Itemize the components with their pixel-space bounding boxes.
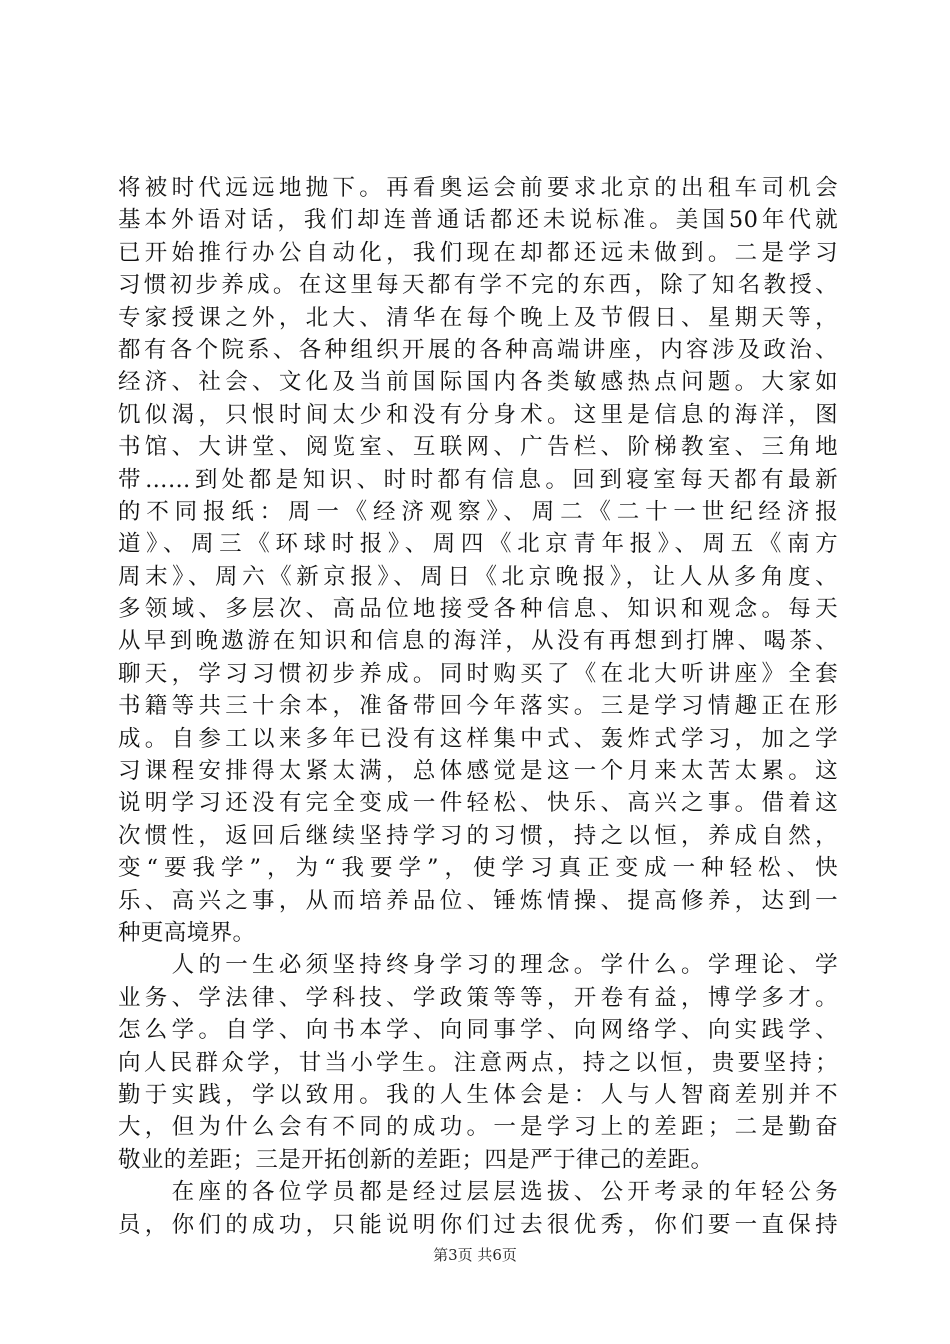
text-line: 说明学习还没有完全变成一件轻松、快乐、高兴之事。借着这	[118, 790, 838, 817]
text-line: 专家授课之外，北大、清华在每个晚上及节假日、星期天等，	[118, 304, 838, 331]
text-line: 将被时代远远地抛下。再看奥运会前要求北京的出租车司机会	[118, 175, 838, 201]
text-line: 道》、周三《环球时报》、周四《北京青年报》、周五《南方	[118, 531, 838, 558]
text-line: 习惯初步养成。在这里每天都有学不完的东西，除了知名教授、	[118, 272, 838, 299]
text-line: 带……到处都是知识、时时都有信息。回到寝室每天都有最新	[118, 466, 838, 493]
text-line: 向人民群众学，甘当小学生。注意两点，持之以恒，贵要坚持；	[118, 1049, 838, 1076]
text-line: 变“要我学”，为“我要学”，使学习真正变成一种轻松、快	[118, 855, 838, 882]
text-line: 业务、学法律、学科技、学政策等等，开卷有益，博学多才。	[118, 984, 838, 1011]
body-text	[118, 172, 838, 1241]
text-line: 种更高境界。	[118, 919, 256, 946]
text-line: 在座的各位学员都是经过层层选拔、公开考录的年轻公务	[118, 1179, 838, 1206]
text-line: 勤于实践，学以致用。我的人生体会是：人与人智商差别并不	[118, 1081, 838, 1108]
text-line: 敬业的差距；三是开拓创新的差距；四是严于律己的差距。	[118, 1146, 714, 1173]
text-line: 书籍等共三十余本，准备带回今年落实。三是学习情趣正在形	[118, 693, 838, 720]
text-line: 员，你们的成功，只能说明你们过去很优秀，你们要一直保持	[118, 1211, 838, 1238]
text-line: 的不同报纸：周一《经济观察》、周二《二十一世纪经济报	[118, 498, 838, 525]
text-line: 书馆、大讲堂、阅览室、互联网、广告栏、阶梯教室、三角地	[118, 434, 838, 461]
text-line: 人的一生必须坚持终身学习的理念。学什么。学理论、学	[118, 952, 838, 979]
text-line: 乐、高兴之事，从而培养品位、锤炼情操、提高修养，达到一	[118, 887, 838, 914]
text-line: 怎么学。自学、向书本学、向同事学、向网络学、向实践学、	[118, 1017, 838, 1044]
text-line: 多领域、多层次、高品位地接受各种信息、知识和观念。每天	[118, 596, 838, 623]
text-line: 从早到晚遨游在知识和信息的海洋，从没有再想到打牌、喝茶、	[118, 628, 838, 655]
text-line: 已开始推行办公自动化，我们现在却都还远未做到。二是学习	[118, 239, 838, 266]
text-line: 饥似渴，只恨时间太少和没有分身术。这里是信息的海洋，图	[118, 401, 838, 428]
text-line: 周末》、周六《新京报》、周日《北京晚报》，让人从多角度、	[118, 563, 838, 590]
text-line: 基本外语对话，我们却连普通话都还未说标准。美国50年代就	[118, 207, 838, 234]
text-line: 次惯性，返回后继续坚持学习的习惯，持之以恒，养成自然，	[118, 822, 838, 849]
text-line: 习课程安排得太紧太满，总体感觉是这一个月来太苦太累。这	[118, 758, 838, 785]
text-line: 成。自参工以来多年已没有这样集中式、轰炸式学习，加之学	[118, 725, 838, 752]
text-line: 聊天，学习习惯初步养成。同时购买了《在北大听讲座》全套	[118, 660, 838, 687]
text-line: 都有各个院系、各种组织开展的各种高端讲座，内容涉及政治、	[118, 336, 838, 363]
text-line: 大，但为什么会有不同的成功。一是学习上的差距；二是勤奋	[118, 1114, 838, 1141]
page-footer: 第3页 共6页	[433, 1246, 517, 1264]
text-line: 经济、社会、文化及当前国际国内各类敏感热点问题。大家如	[118, 369, 838, 396]
